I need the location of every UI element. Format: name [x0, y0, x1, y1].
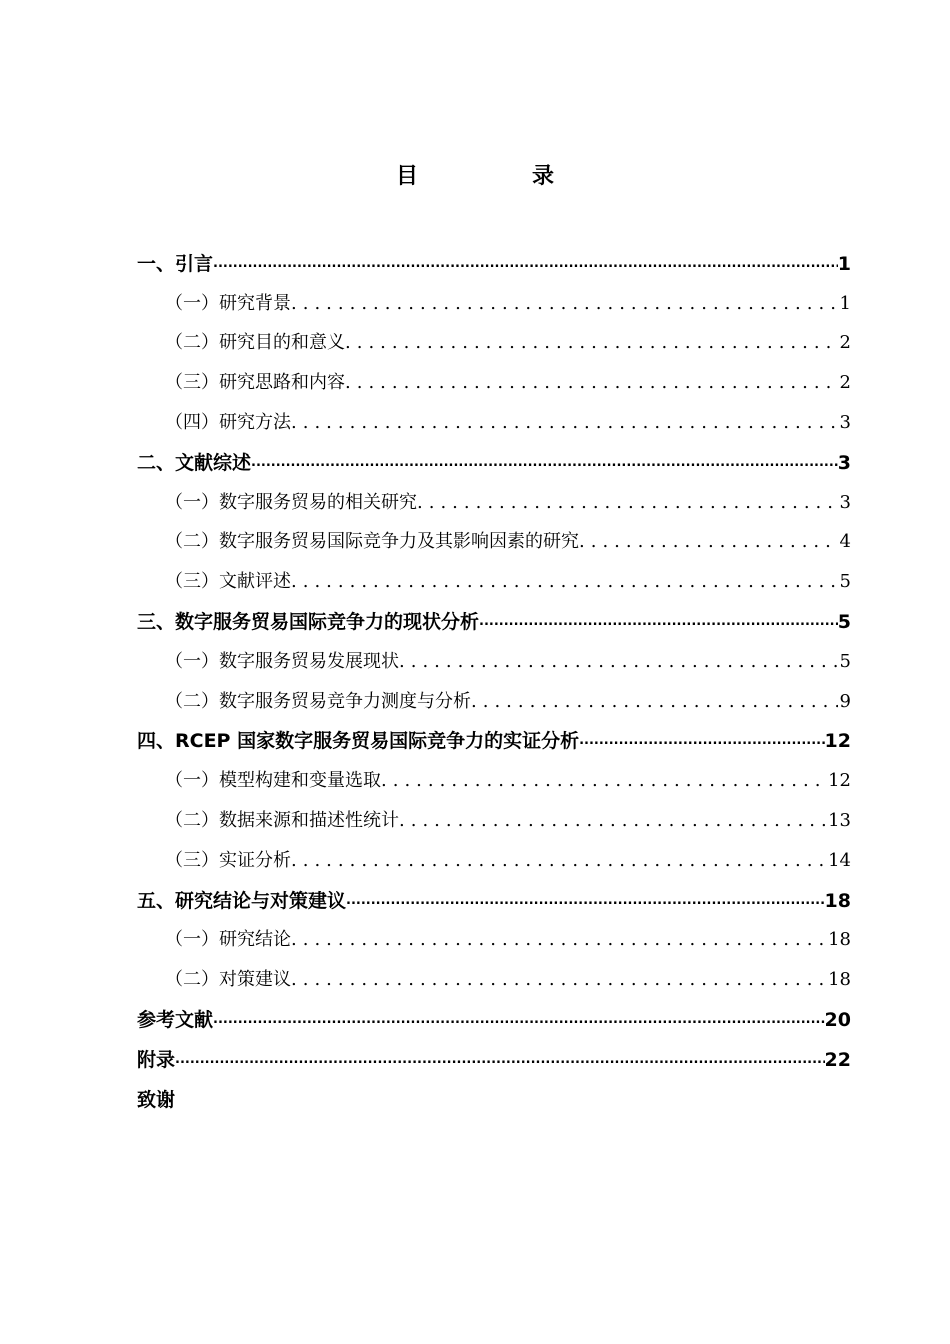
toc-page-number: 18	[824, 889, 851, 912]
toc-entry-label: （二）数字服务贸易竞争力测度与分析	[165, 690, 471, 712]
toc-page-number: 3	[839, 411, 851, 433]
toc-dot-leader	[345, 335, 838, 355]
toc-section-entry[interactable]	[137, 753, 851, 793]
toc-entry-label: （二）数字服务贸易国际竞争力及其影响因素的研究	[165, 531, 579, 553]
toc-page-number: 1	[837, 252, 851, 275]
toc-entry-label: （二）数据来源和描述性统计	[165, 809, 399, 831]
toc-dot-leader	[399, 813, 826, 833]
toc-section-entry[interactable]	[137, 952, 851, 992]
toc-dot-leader	[471, 694, 838, 714]
toc-entry-label: 二、文献综述	[137, 451, 252, 474]
toc-entry-label: （二）研究目的和意义	[165, 332, 345, 354]
toc-entry-label: （三）实证分析	[165, 849, 291, 871]
toc-chapter-entry[interactable]	[137, 236, 851, 276]
toc-section-entry[interactable]	[137, 833, 851, 873]
toc-dot-leader	[291, 415, 838, 435]
toc-chapter-entry[interactable]	[137, 992, 851, 1032]
toc-dot-leader	[251, 455, 838, 475]
toc-dot-leader	[213, 256, 838, 276]
toc-section-entry[interactable]	[137, 395, 851, 435]
toc-page-number: 12	[824, 730, 851, 753]
toc-page-number: 9	[839, 690, 851, 712]
toc-page-number: 3	[837, 451, 851, 474]
toc-dot-leader	[479, 614, 838, 634]
toc-section-entry[interactable]	[137, 355, 851, 395]
toc-section-entry[interactable]	[137, 475, 851, 515]
toc-section-entry[interactable]	[137, 634, 851, 674]
toc-entry-label: （三）研究思路和内容	[165, 372, 345, 394]
toc-page-number: 5	[837, 610, 851, 633]
toc-chapter-entry[interactable]	[137, 714, 851, 754]
toc-entry-label: 附录	[137, 1048, 176, 1071]
toc-page-number: 5	[839, 571, 851, 593]
toc-section-entry[interactable]	[137, 793, 851, 833]
toc-section-entry[interactable]	[137, 913, 851, 953]
toc-entry-label: 参考文献	[137, 1008, 214, 1031]
toc-section-entry[interactable]	[137, 554, 851, 594]
toc-chapter-entry[interactable]	[137, 435, 851, 475]
toc-page-number: 1	[839, 292, 851, 314]
toc-dot-leader	[381, 773, 826, 793]
toc-chapter-entry[interactable]	[137, 873, 851, 913]
toc-dot-leader	[579, 534, 838, 554]
toc-entry-label: （一）数字服务贸易的相关研究	[165, 491, 417, 513]
toc-chapter-entry[interactable]	[137, 1072, 851, 1112]
toc-entry-label: （四）研究方法	[165, 411, 291, 433]
toc-page-number: 18	[828, 969, 851, 991]
table-of-contents	[137, 236, 851, 1112]
toc-dot-leader	[213, 1012, 825, 1032]
toc-entry-label: （一）数字服务贸易发展现状	[165, 650, 399, 672]
toc-dot-leader	[345, 375, 838, 395]
toc-entry-label: 一、引言	[137, 252, 214, 275]
toc-entry-label: 四、RCEP 国家数字服务贸易国际竞争力的实证分析	[137, 730, 580, 753]
toc-dot-leader	[175, 1052, 825, 1072]
toc-entry-label: （一）研究结论	[165, 929, 291, 951]
toc-section-entry[interactable]	[137, 276, 851, 316]
toc-page-number: 3	[839, 491, 851, 513]
toc-dot-leader	[346, 893, 825, 913]
toc-page-number: 14	[828, 849, 851, 871]
toc-page-number: 22	[824, 1048, 851, 1071]
toc-dot-leader	[417, 495, 838, 515]
toc-page-number: 20	[824, 1008, 851, 1031]
toc-section-entry[interactable]	[137, 515, 851, 555]
toc-chapter-entry[interactable]	[137, 594, 851, 634]
toc-page-number: 2	[839, 332, 851, 354]
toc-entry-label: （一）模型构建和变量选取	[165, 770, 381, 792]
toc-page-number: 18	[828, 929, 851, 951]
toc-page-number: 2	[839, 372, 851, 394]
toc-dot-leader	[291, 932, 826, 952]
toc-dot-leader	[399, 654, 838, 674]
toc-section-entry[interactable]	[137, 316, 851, 356]
toc-page-number: 4	[839, 531, 851, 553]
toc-dot-leader	[291, 853, 826, 873]
toc-entry-label: 五、研究结论与对策建议	[137, 889, 347, 912]
toc-page-number: 5	[839, 650, 851, 672]
toc-page-number: 12	[828, 770, 851, 792]
toc-entry-label: （一）研究背景	[165, 292, 291, 314]
toc-dot-leader	[291, 574, 838, 594]
toc-page-number: 13	[828, 809, 851, 831]
toc-dot-leader	[291, 972, 826, 992]
toc-entry-label: （二）对策建议	[165, 969, 291, 991]
toc-dot-leader	[579, 733, 824, 753]
toc-entry-label: 致谢	[137, 1088, 176, 1111]
toc-chapter-entry[interactable]	[137, 1032, 851, 1072]
toc-section-entry[interactable]	[137, 674, 851, 714]
toc-dot-leader	[291, 296, 838, 316]
page-title: 目 录	[395, 164, 600, 189]
toc-entry-label: 三、数字服务贸易国际竞争力的现状分析	[137, 610, 480, 633]
toc-entry-label: （三）文献评述	[165, 571, 291, 593]
